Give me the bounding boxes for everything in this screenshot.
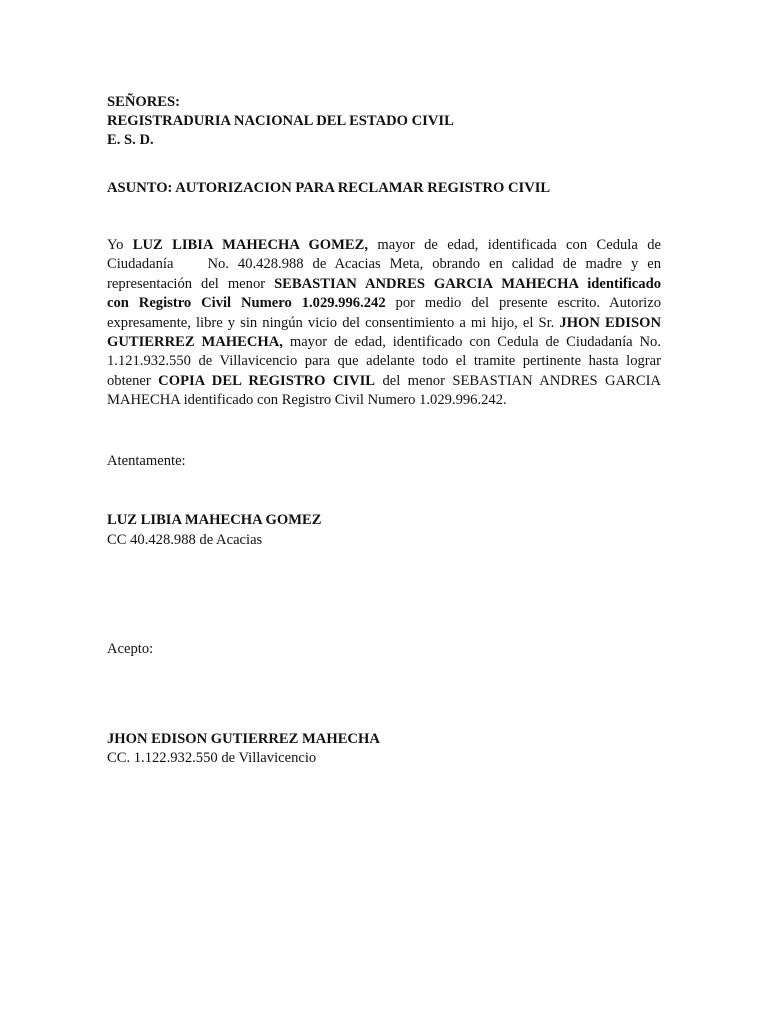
- body-line-5: expresamente, libre y sin ningún vicio del consentimiento a mi hijo, el Sr. JHON EDISON: [107, 314, 661, 331]
- closing: Atentamente:: [107, 453, 186, 469]
- body-line-3: representación del menor SEBASTIAN ANDRES GARCIA MAHECHA identificado: [107, 275, 661, 292]
- recipient-esd: E. S. D.: [107, 132, 154, 148]
- body-line-6: GUTIERREZ MAHECHA, mayor de edad, identificado con Cedula de Ciudadanía No.: [107, 334, 661, 351]
- body-line-4: con Registro Civil Numero 1.029.996.242 por medio del presente escrito. Autorizo: [107, 295, 662, 312]
- signer-name: LUZ LIBIA MAHECHA GOMEZ: [107, 512, 322, 528]
- body-paragraph: [107, 236, 661, 411]
- accepter-id: CC. 1.122.932.550 de Villavicencio: [107, 750, 317, 766]
- body-line-1: Yo LUZ LIBIA MAHECHA GOMEZ, mayor de edad, identificada con Cedula de: [107, 237, 661, 253]
- body-line-9: MAHECHA identificado con Registro Civil Numero 1.029.996.242.: [107, 392, 507, 409]
- document-page: [107, 0, 661, 1024]
- acceptance-label: Acepto:: [107, 641, 154, 657]
- body-line-7: 1.121.932.550 de Villavicencio para que adelante todo el tramite pertinente hasta lograr: [107, 353, 661, 370]
- signer-id: CC 40.428.988 de Acacias: [107, 532, 263, 548]
- body-line-8: obtener COPIA DEL REGISTRO CIVIL del menor SEBASTIAN ANDRES GARCIA: [107, 372, 661, 389]
- subject-line: ASUNTO: AUTORIZACION PARA RECLAMAR REGISTRO CIVIL: [107, 180, 551, 196]
- accepter-name: JHON EDISON GUTIERREZ MAHECHA: [107, 731, 380, 747]
- recipient-entity: REGISTRADURIA NACIONAL DEL ESTADO CIVIL: [107, 113, 454, 129]
- salutation: SEÑORES:: [107, 94, 180, 110]
- body-line-2: Ciudadanía No. 40.428.988 de Acacias Meta, obrando en calidad de madre y en: [107, 256, 661, 273]
